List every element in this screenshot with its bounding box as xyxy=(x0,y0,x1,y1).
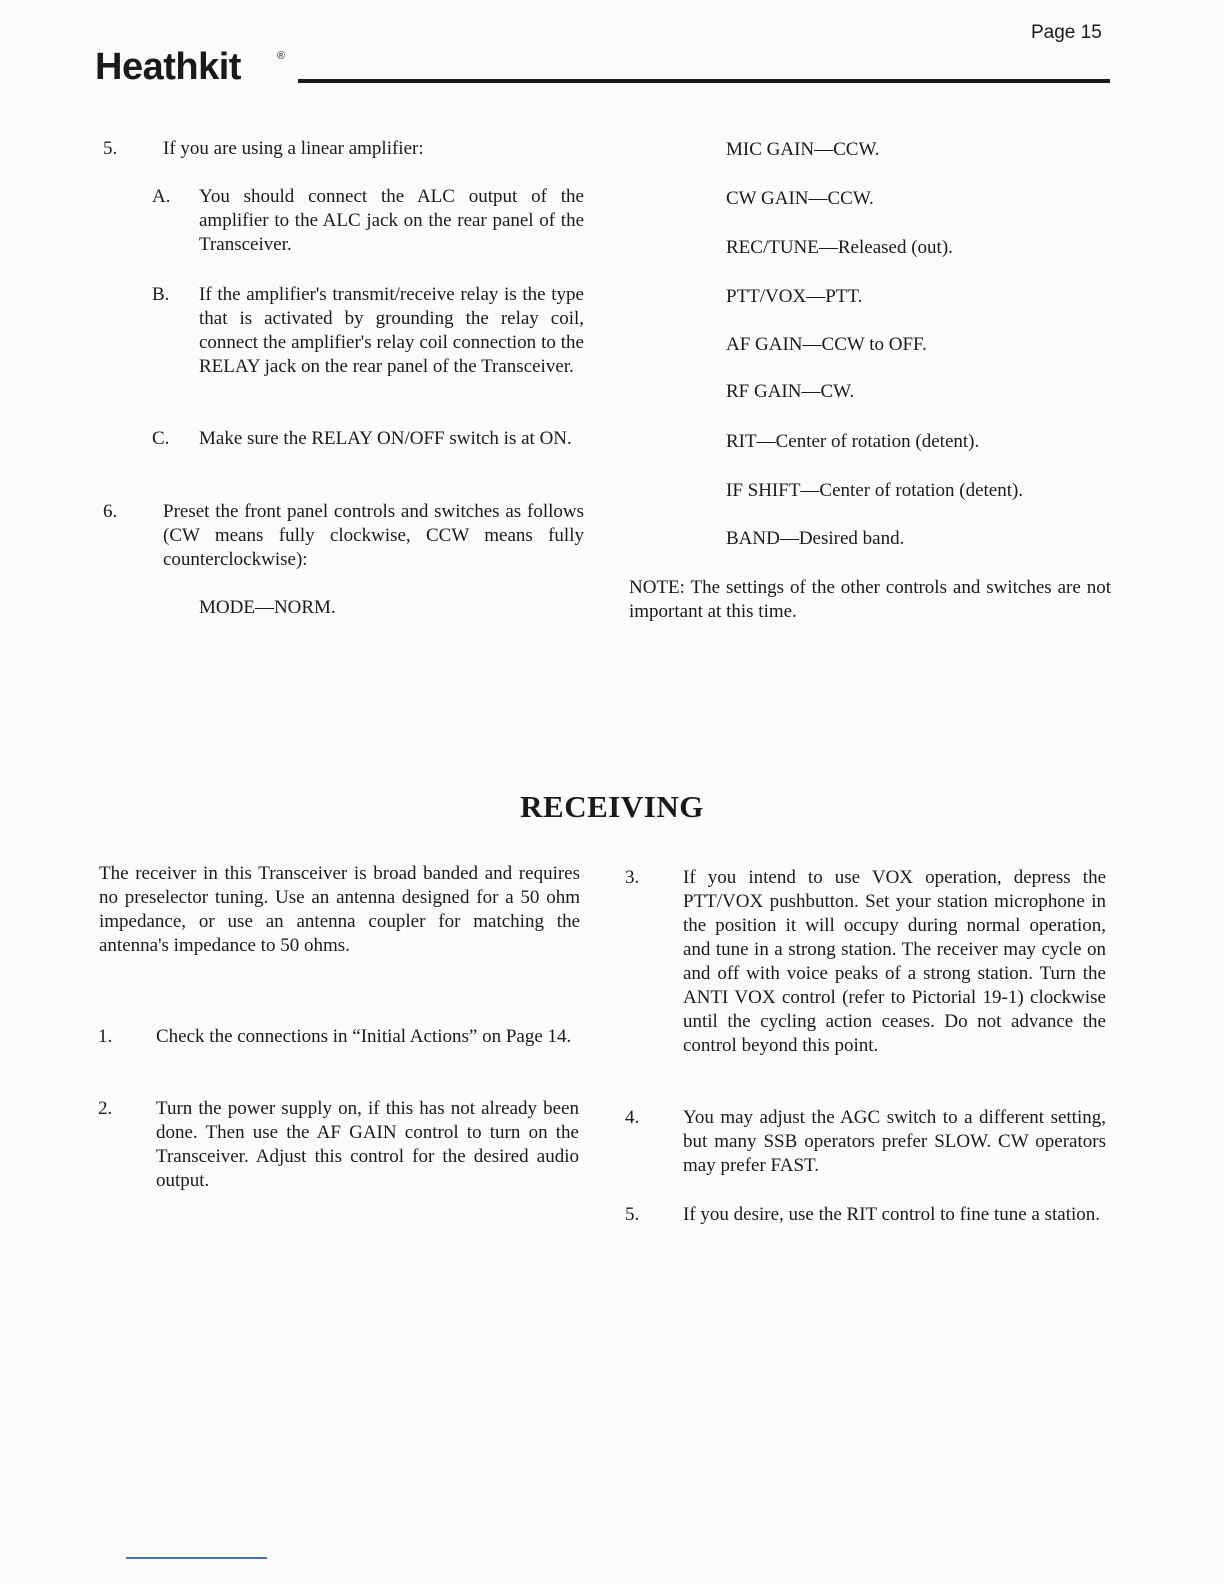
step-number: 3. xyxy=(625,867,640,888)
heathkit-logo: Heathkit xyxy=(95,46,241,88)
step-text: If you desire, use the RIT control to fine tune a station. xyxy=(683,1204,1101,1225)
setting-rit: RIT—Center of rotation (detent). xyxy=(726,431,980,452)
substep-letter: C. xyxy=(152,428,170,449)
setting-rec-tune: REC/TUNE—Released (out). xyxy=(726,237,953,258)
page-header xyxy=(95,46,1110,96)
setting-band: BAND—Desired band. xyxy=(726,528,905,549)
substep-text: You should connect the ALC output of the amplifier to the ALC jack on the rear panel of the Transceiver. xyxy=(199,186,584,255)
step-number: 1. xyxy=(98,1026,113,1047)
substep-text: If the amplifier's transmit/receive relay is the type that is activated by grounding the relay coil, connect the amplifier's relay coil connection to the RELAY jack on the rear panel of the Transceiver. xyxy=(199,284,584,377)
setting-rf-gain: RF GAIN—CW. xyxy=(726,381,855,402)
step-number: 5. xyxy=(103,138,118,159)
setting-mode: MODE—NORM. xyxy=(199,597,336,618)
step-number: 2. xyxy=(98,1098,113,1119)
header-rule xyxy=(298,79,1110,83)
step-number: 6. xyxy=(103,501,118,522)
setting-ptt-vox: PTT/VOX—PTT. xyxy=(726,286,863,307)
page-number: Page 15 xyxy=(1031,22,1102,43)
step-number: 5. xyxy=(625,1204,640,1225)
setting-if-shift: IF SHIFT—Center of rotation (detent). xyxy=(726,480,1024,501)
setting-af-gain: AF GAIN—CCW to OFF. xyxy=(726,334,927,355)
substep-text: Make sure the RELAY ON/OFF switch is at ON. xyxy=(199,428,572,449)
step-text: Preset the front panel controls and switches as follows (CW means fully clockwise, CCW means fully counterclockwise): xyxy=(163,501,584,570)
setting-cw-gain: CW GAIN—CCW. xyxy=(726,188,874,209)
section-heading-receiving: RECEIVING xyxy=(520,789,704,824)
substep-letter: A. xyxy=(152,186,171,207)
substep-letter: B. xyxy=(152,284,170,305)
receiving-intro: The receiver in this Transceiver is broad banded and requires no preselector tuning. Use an antenna designed for a 50 ohm impedance, or use an antenna coupler for matching the antenna's impedance to 50 ohms. xyxy=(99,863,580,956)
footer-rule xyxy=(126,1557,267,1559)
step-text: If you intend to use VOX operation, depress the PTT/VOX pushbutton. Set your station microphone in the position it will occupy during normal operation, and tune in a strong station. The receiver may cycle on and off with voice peaks of a strong station. Turn the ANTI VOX control (refer to Pictorial 19-1) clockwise until the cycling action ceases. Do not advance the control beyond this point. xyxy=(683,867,1106,1056)
step-text: Turn the power supply on, if this has not already been done. Then use the AF GAIN control to turn on the Transceiver. Adjust this control for the desired audio output. xyxy=(156,1098,579,1191)
step-text: If you are using a linear amplifier: xyxy=(163,138,424,159)
setting-mic-gain: MIC GAIN—CCW. xyxy=(726,139,880,160)
step-number: 4. xyxy=(625,1107,640,1128)
step-text: You may adjust the AGC switch to a different setting, but many SSB operators prefer SLOW. CW operators may prefer FAST. xyxy=(683,1107,1106,1176)
registered-mark: ® xyxy=(277,50,286,62)
settings-note: NOTE: The settings of the other controls and switches are not important at this time. xyxy=(629,577,1111,622)
step-text: Check the connections in “Initial Actions” on Page 14. xyxy=(156,1026,572,1047)
